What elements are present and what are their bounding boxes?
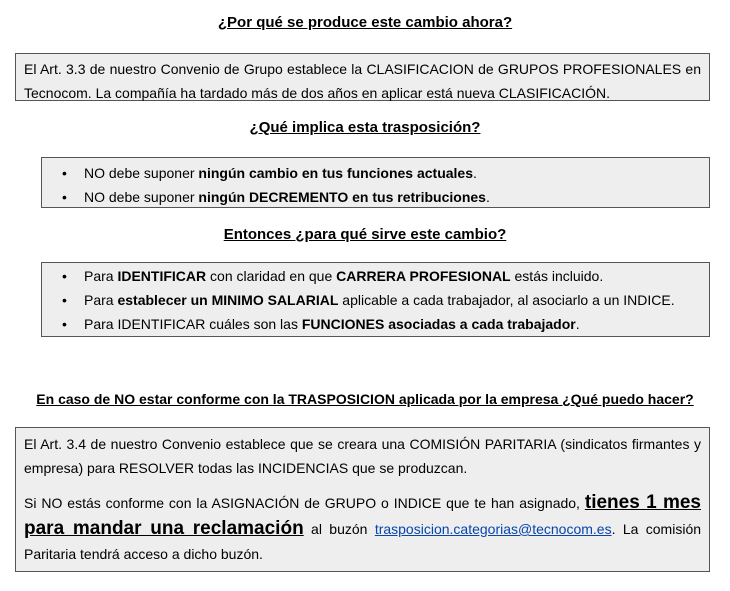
purpose-item: • Para IDENTIFICAR con claridad en que CARRERA PROFESIONAL estás incluido. xyxy=(50,264,701,288)
what-to-do-para2: Si NO estás conforme con la ASIGNACIÓN de GRUPO o INDICE que te han asignado, tienes 1 mes para mandar una reclamación al buzón trasposicion.categorias@tecnocom.es. La comisión Paritaria tendrá acceso a dicho buzón. xyxy=(24,492,702,562)
what-to-do-para1: El Art. 3.4 de nuestro Convenio establece que se creara una COMISIÓN PARITARIA (sindicatos firmantes y empresa) para RESOLVER todas las INCIDENCIAS que se produzcan. xyxy=(24,436,701,476)
implications-list xyxy=(50,161,701,209)
heading-purpose: Entonces ¿para qué sirve este cambio? xyxy=(223,226,507,243)
why-now-line2: Tecnocom. La compañía ha tardado más de dos años en aplicar está nueva CLASIFICACIÓN. xyxy=(24,85,610,101)
email-link[interactable]: trasposicion.categorias@tecnocom.es xyxy=(374,521,612,537)
implication-item: • NO debe suponer ningún cambio en tus funciones actuales. xyxy=(50,161,701,185)
implication-item: • NO debe suponer ningún DECREMENTO en tus retribuciones. xyxy=(50,185,701,209)
box-implications xyxy=(41,157,710,208)
heading-why-now: ¿Por qué se produce este cambio ahora? xyxy=(217,14,513,31)
box-what-to-do xyxy=(15,427,710,572)
purpose-list xyxy=(50,264,701,336)
heading-implications: ¿Qué implica esta trasposición? xyxy=(249,119,481,136)
purpose-item: • Para IDENTIFICAR cuáles son las FUNCIONES asociadas a cada trabajador. xyxy=(50,312,701,336)
box-purpose xyxy=(41,262,710,337)
deadline-highlight: tienes 1 mes para mandar una reclamación xyxy=(24,492,701,539)
why-now-line1: El Art. 3.3 de nuestro Convenio de Grupo establece la CLASIFICACION de GRUPOS PROFESIONALES en xyxy=(24,61,701,77)
box-why-now xyxy=(15,53,710,101)
heading-what-to-do: En caso de NO estar conforme con la TRASPOSICION aplicada por la empresa ¿Qué puedo hacer? xyxy=(36,391,694,407)
purpose-item: • Para establecer un MINIMO SALARIAL aplicable a cada trabajador, al asociarlo a un INDICE. xyxy=(50,288,701,312)
